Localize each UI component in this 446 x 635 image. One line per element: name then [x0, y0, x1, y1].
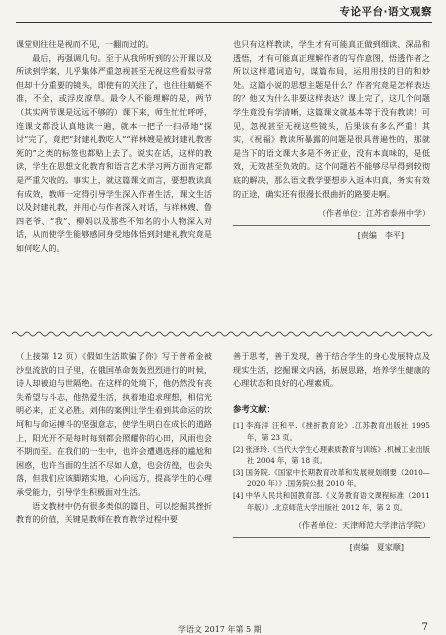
column-3	[16, 350, 212, 527]
references-heading: 参考文献：	[233, 403, 275, 414]
paragraph: 也只有这样教读，学生才有可能真正做到细读、深品和透悟，才有可能真正理解作者的写作意图，悟透作者之所以这样遣词造句，谋篇布局，运用用技的目的和妙处。这篇小说的思想主题是什么？作者究竟是怎样表达的？他又为什么非要这样表达？课上完了，这几个问题学生竟没有学清晰，这篇课文就基本等于没有教读！可见，忽视甚至无视这些镜头，后果该有多么严重！其实，《祝福》教读所暴露的问题是很具普遍性的，那就是当下的语文课大多是不务正业，没有本真味的，是低效，无效甚至负效的。这个问题若不能够尽早得到较彻底的解决，那么语文教学要想步入返本归真，务实有效的正途，确实还有很漫长很曲折的路要走啊。	[233, 39, 430, 199]
column-4	[233, 350, 430, 554]
editor-credit: [责编 李平]	[233, 225, 430, 243]
header-rule	[16, 22, 432, 23]
paragraph: （上接第 12 页）《假如生活欺骗了你》写于普希金被沙皇流放的日子里，在俄国革命轰轰烈烈进行的时候，诗人却被迫与世隔绝。在这样的处境下，他仍然没有丧失希望与斗志，他热爱生活，执着地追求理想，相信光明必来，正义必胜。刘伟的案例让学生看到其命运的坎坷和与命运搏斗的坚强意志，使学生明白在成长的道路上，阳光开不是每时每刻都会照耀你的心田，风雨也会不期而至。在我们的一生中，也许会遭遇选择的尴尬和困惑，也许当面的生活不尽如人意，也会彷徨，也会失落，但我们应该脚踏实地，心向远方，提高学生的心理承受能力，引导学生积极面对生活。	[16, 351, 212, 497]
paragraph: 最后，再强调几句。至于从我所听到的公开课以及所读到学案，儿乎集体严重忽视甚至无视这些看似寻常但却十分重要的镜头，即使有的关注了，也往往蜻蜓不准，不全，或浮皮潦草。最令人不能理解的是，两节（其实两节课是远远不够的）课下来，师生忙忙呼呼，连课文都没认真地读一遍，就本一把子一扫帚地“探讨”完了，竟把“封建礼教吃人”“祥林嫂是被封建礼教害死的”之类的标签也都贴上去了。说实在话，这样的教读，学生在思想文化教育和语言艺术学习两方面肯定都是严重欠收的。事实上，就这篇课文而言，要想教读真有成效，教师一定得引导学生深入作者生活，课文生活以及封建礼教，并用心与作者深入对话，与祥林嫂、鲁四老爷、“我”、柳妈以及那些不知名的小人物深入对话，从而使学生能够感同身受地体悟到封建礼教究竟是如何吃人的。	[16, 52, 212, 253]
column-2	[233, 38, 430, 242]
author-affiliation: （作者单位：天津师范大学津沽学院）	[294, 521, 430, 531]
reference-item: [1] 李海洋 汪和平.《挫折教育论》.江苏教育出版社 1995 年，第 23 页。	[233, 421, 430, 442]
magazine-issue: 学语文 2017 年第 5 期	[178, 625, 262, 634]
reference-item: [2] 张泽玲.《当代大学生心理素质教育与训练》.机械工业出版社 2004 年，第 18 页。	[233, 444, 430, 466]
author-affiliation: （作者单位：江苏省泰州中学）	[318, 209, 430, 219]
paragraph: 善于思考，善于发现，善于结合学生的身心发展特点及现实生活，挖掘课文内涵，拓展思路，培养学生健康的心理状态和良好的心理素质。	[233, 351, 430, 389]
section-header: 专论平台·语文观察	[339, 6, 432, 18]
section-divider-wave	[12, 330, 434, 338]
column-1	[16, 38, 212, 256]
reference-item: [4] 中华人民共和国教育部.《义务教育语文课程标准（2011 年版）》.北京师范大学出版社 2012 年，第 2 页。	[233, 490, 430, 512]
editor-credit: [责编 夏家顺]	[233, 537, 430, 555]
page-number: 7	[421, 622, 428, 633]
paragraph: 课堂则往往是视而不见，一翻而过的。	[16, 39, 154, 49]
paragraph: 语文教材中仍有很多类似的篇目，可以挖掘其挫折教育的价值，关键是教师在教育教学过程中要	[16, 500, 212, 525]
reference-item: [3] 国务院.《国家中长期教育改革和发展规划纲要（2010—2020 年）》.国务院公报 2010 年。	[233, 467, 430, 489]
